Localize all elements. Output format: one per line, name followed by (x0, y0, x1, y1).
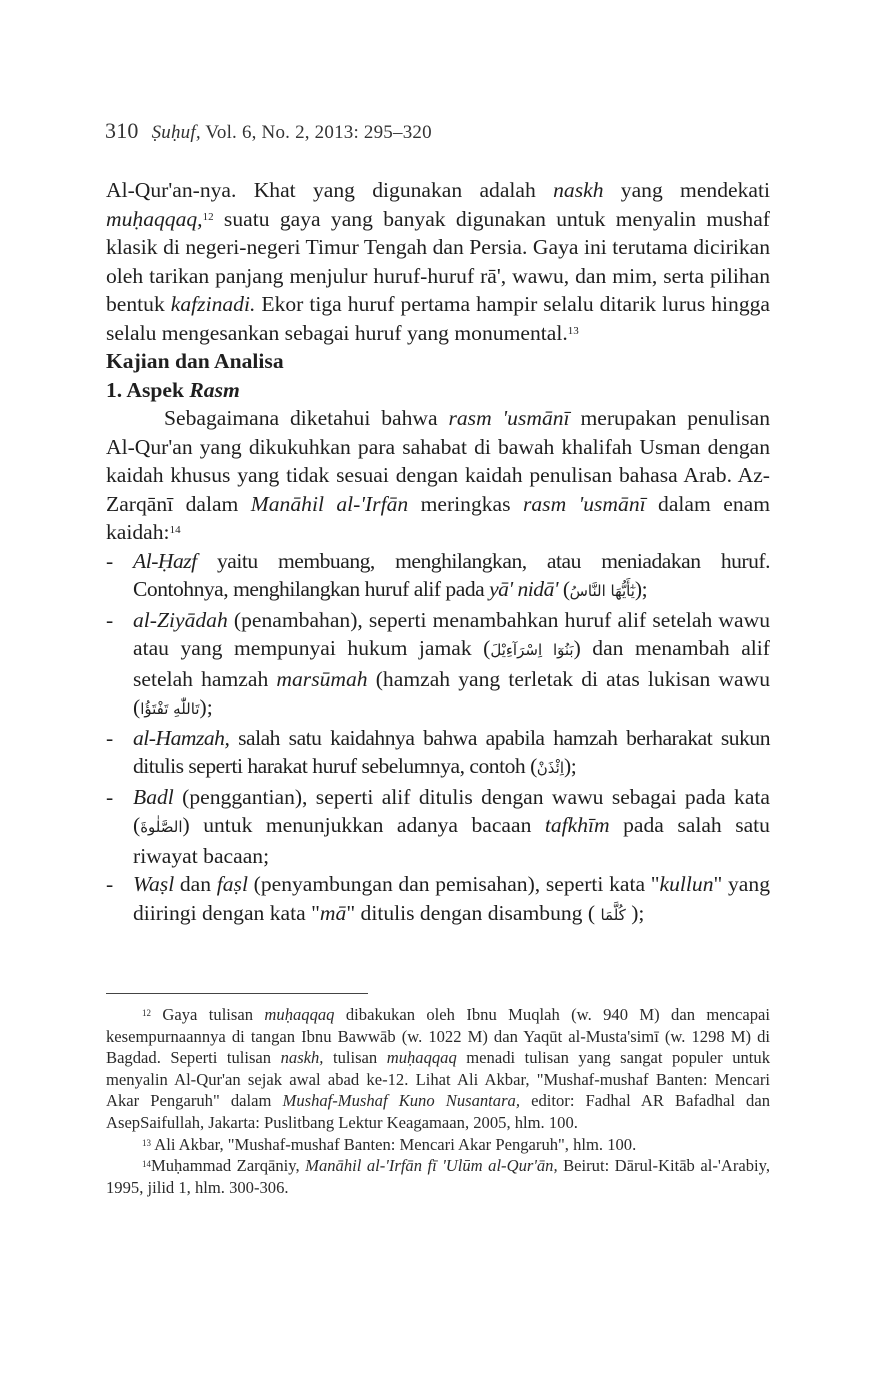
rasm-paragraph: Sebagaimana diketahui bahwa rasm 'usmānī merupakan penulisan Al-Qur'an yang dikukuhkan para sahabat di bawah khalifah Usman dengan kaidah khusus yang tidak sesuai dengan kaidah penulisan bahasa Arab. Az-Zarqānī dalam Manāhil al-'Irfān meringkas rasm 'usmānī dalam enam kaidah:$^{14}$ (106, 406, 771, 544)
arabic-example: الصَّلٰوةَ (140, 818, 183, 836)
rule-badl: - Badl (penggantian), seperti alif ditulis dengan wawu sebagai pada kata (الصَّلٰوةَ) untuk menunjukkan adanya bacaan tafkhīm pada salah satu riwayat bacaan; (106, 784, 770, 868)
arabic-example: تَاللّٰهِ تَفْتَؤُا (140, 700, 200, 718)
rule-ziyadah: - al-Ziyādah (penambahan), seperti menambahkan huruf alif setelah wawu atau yang mempunyai hukum jamak (بَنُوٓا اِسْرَآءِيْلَ) dan menambah alif setelah hamzah marsūmah (hamzah yang terletak di atas lukisan wawu (تَاللّٰهِ تَفْتَؤُا); (106, 607, 770, 719)
footnotes (106, 1004, 770, 1198)
arabic-example: بَنُوٓا اِسْرَآءِيْلَ (490, 641, 574, 659)
issue-info: Vol. 6, No. 2, 2013: 295–320 (205, 122, 432, 143)
rule-hamzah: - al-Hamzah, salah satu kaidahnya bahwa apabila hamzah berharakat sukun ditulis seperti harakat huruf sebelumnya, contoh (اِئْذَنْ); (106, 725, 770, 778)
arabic-example: يٰٓأَيُّهَا النَّاسُ (569, 582, 635, 600)
section-heading: Kajian dan Analisa (106, 349, 284, 373)
footnote-13: $^{13}$ Ali Akbar, "Mushaf-mushaf Banten: Mencari Akar Pengaruh", hlm. 100. (142, 1134, 637, 1154)
rule-wasl-fasl: - Waṣl dan faṣl (penyambungan dan pemisahan), seperti kata "kullun" yang diiringi dengan kata "mā" ditulis dengan disambung ( كُلَّمَا ); (106, 872, 770, 925)
body-text (106, 176, 770, 929)
intro-paragraph: Al-Qur'an-nya. Khat yang digunakan adalah naskh yang mendekati muḥaqqaq,$^{12}$ suatu gaya yang banyak digunakan untuk menyalin mushaf klasik di negeri-negeri Timur Tengah dan Persia. Gaya ini terutama dicirikan oleh tarikan panjang menjulur huruf-huruf rā', wawu, dan mim, serta pilihan bentuk kafzinadi. Ekor tiga huruf pertama hampir selalu ditarik lurus hingga selalu mengesankan sebagai huruf yang monumental.$^{13}$ (106, 178, 771, 345)
footnote-14: $^{14}$Muḥammad Zarqāniy, Manāhil al-'Irfān fī 'Ulūm al-Qur'ān, Beirut: Dārul-Kitāb al-'Arabiy, 1995, jilid 1, hlm. 300-306. (106, 1156, 770, 1197)
subsection-heading: 1. Aspek Rasm (106, 377, 240, 402)
rasm-rules-list (106, 547, 770, 930)
footnote-ref-13[interactable]: 13 (567, 324, 579, 337)
arabic-example: كُلَّمَا (600, 905, 626, 924)
footnote-12: $^{12}$ Gaya tulisan muḥaqqaq dibakukan oleh Ibnu Muqlah (w. 940 M) dan mencapai kesempurnaannya di tangan Ibnu Bawwāb (w. 1022 M) dan Yaqūt al-Musta'simī (w. 1298 M) di Bagdad. Seperti tulisan naskh, tulisan muḥaqqaq menadi tulisan yang sangat populer untuk menyalin Al-Qur'an sejak awal abad ke-12. Lihat Ali Akbar, "Mushaf-mushaf Banten: Mencari Akar Pengaruh" dalam Mushaf-Mushaf Kuno Nusantara, editor: Fadhal AR Bafadhal dan AsepSaifullah, Jakarta: Puslitbang Lektur Keagamaan, 2005, hlm. 100. (106, 1005, 771, 1132)
footnote-divider (106, 993, 368, 994)
journal-title: Ṣuḥuf, (151, 122, 201, 143)
running-header (105, 118, 432, 144)
arabic-example: اِئْذَنْ (536, 759, 564, 777)
footnote-ref-12[interactable]: 12 (202, 210, 214, 223)
page-number: 310 (105, 118, 139, 143)
rule-hazf: - Al-Ḥazf yaitu membuang, menghilangkan, atau meniadakan huruf. Contohnya, menghilangkan huruf alif pada yā' nidā' (يٰٓأَيُّهَا النَّاسُ); (106, 548, 770, 601)
footnote-ref-14[interactable]: 14 (169, 524, 181, 536)
